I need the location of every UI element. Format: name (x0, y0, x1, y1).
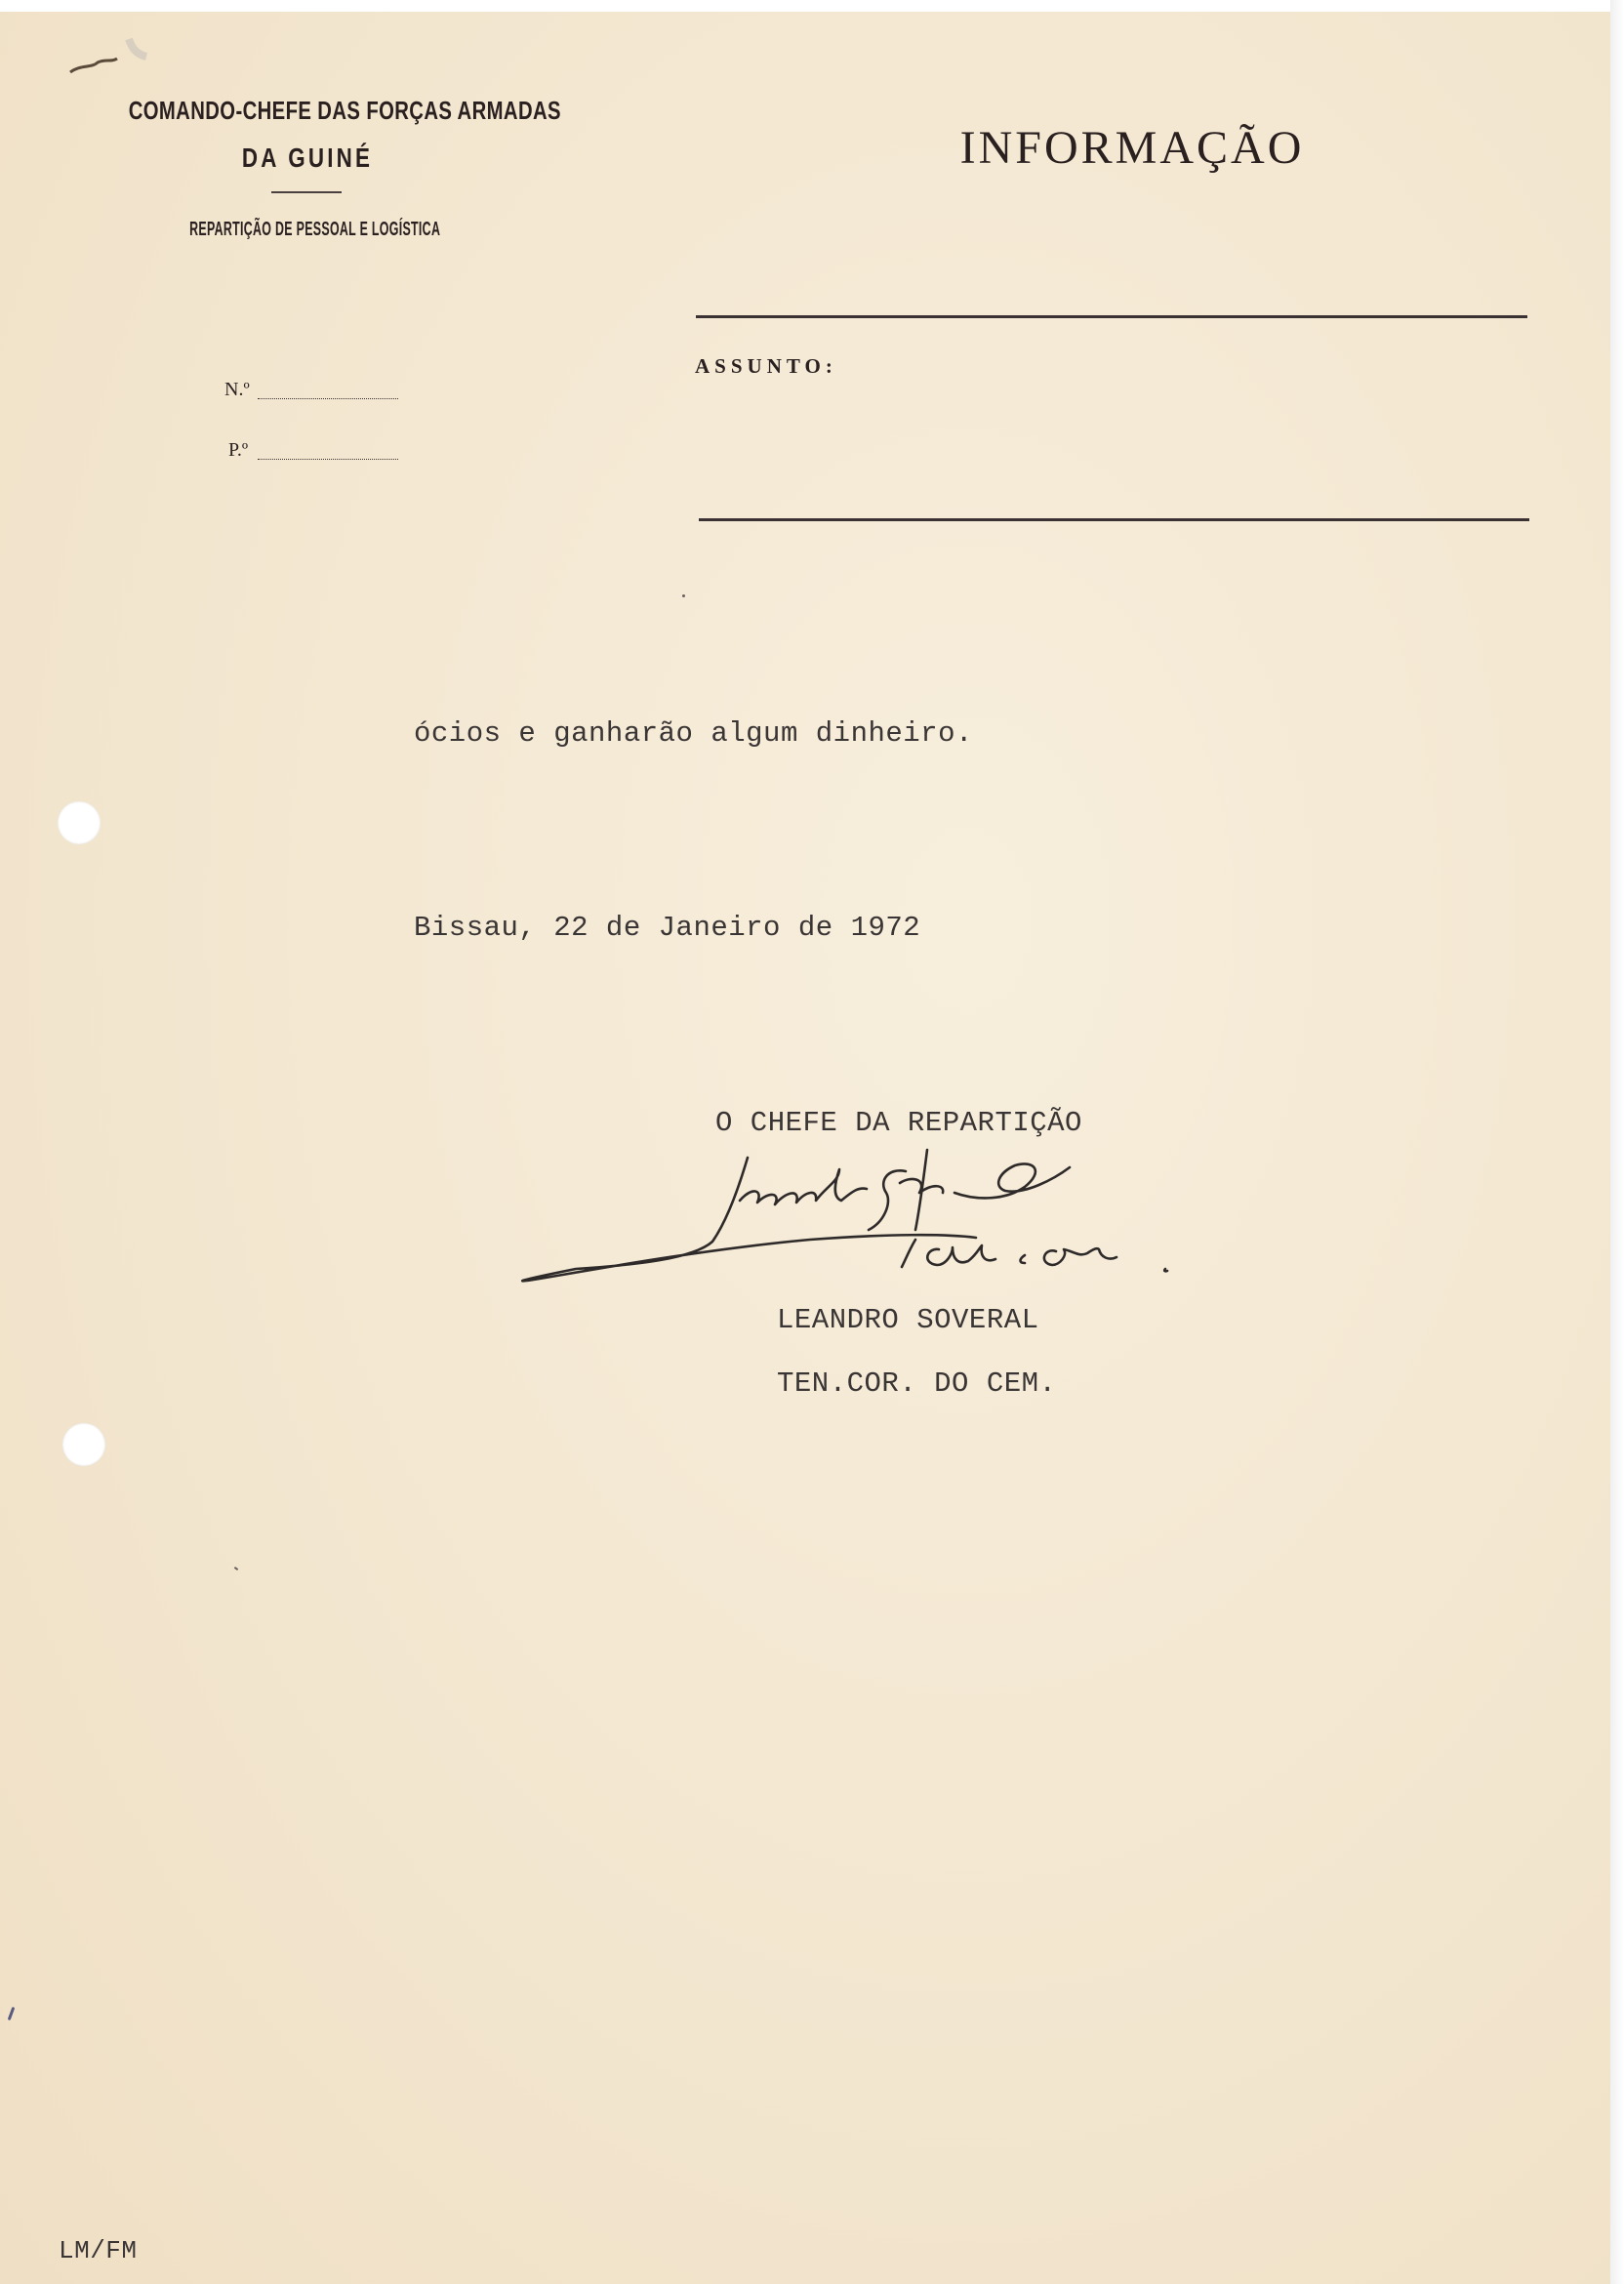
header-divider (271, 191, 342, 193)
process-label: P.º (228, 439, 249, 461)
document-title: INFORMAÇÃO (959, 122, 1305, 174)
subject-label: ASSUNTO: (695, 354, 837, 378)
subject-rule-bottom (699, 518, 1529, 521)
punch-hole-lower (62, 1423, 105, 1466)
sheet-edge (1610, 0, 1624, 2284)
number-label: N.º (224, 379, 250, 400)
place-date: Bissau, 22 de Janeiro de 1972 (414, 912, 921, 944)
number-field (258, 398, 398, 399)
organization-region: DA GUINÉ (241, 143, 374, 173)
organization-name: COMANDO-CHEFE DAS FORÇAS ARMADAS (128, 96, 561, 125)
handwritten-signature (517, 1132, 1191, 1298)
department-name: REPARTIÇÃO DE PESSOAL E LOGÍSTICA (189, 219, 441, 240)
signatory-rank: TEN.COR. DO CEM. (777, 1367, 1057, 1400)
torn-corner-mark (68, 29, 156, 78)
punch-hole-upper (58, 801, 101, 844)
signatory-role: O CHEFE DA REPARTIÇÃO (715, 1107, 1082, 1139)
signatory-name: LEANDRO SOVERAL (777, 1304, 1039, 1336)
typist-initials: LM/FM (59, 2236, 138, 2265)
body-text: ócios e ganharão algum dinheiro. (414, 717, 973, 750)
paper-speck (682, 594, 685, 597)
title-rule-top (696, 315, 1527, 318)
process-field (258, 459, 398, 460)
